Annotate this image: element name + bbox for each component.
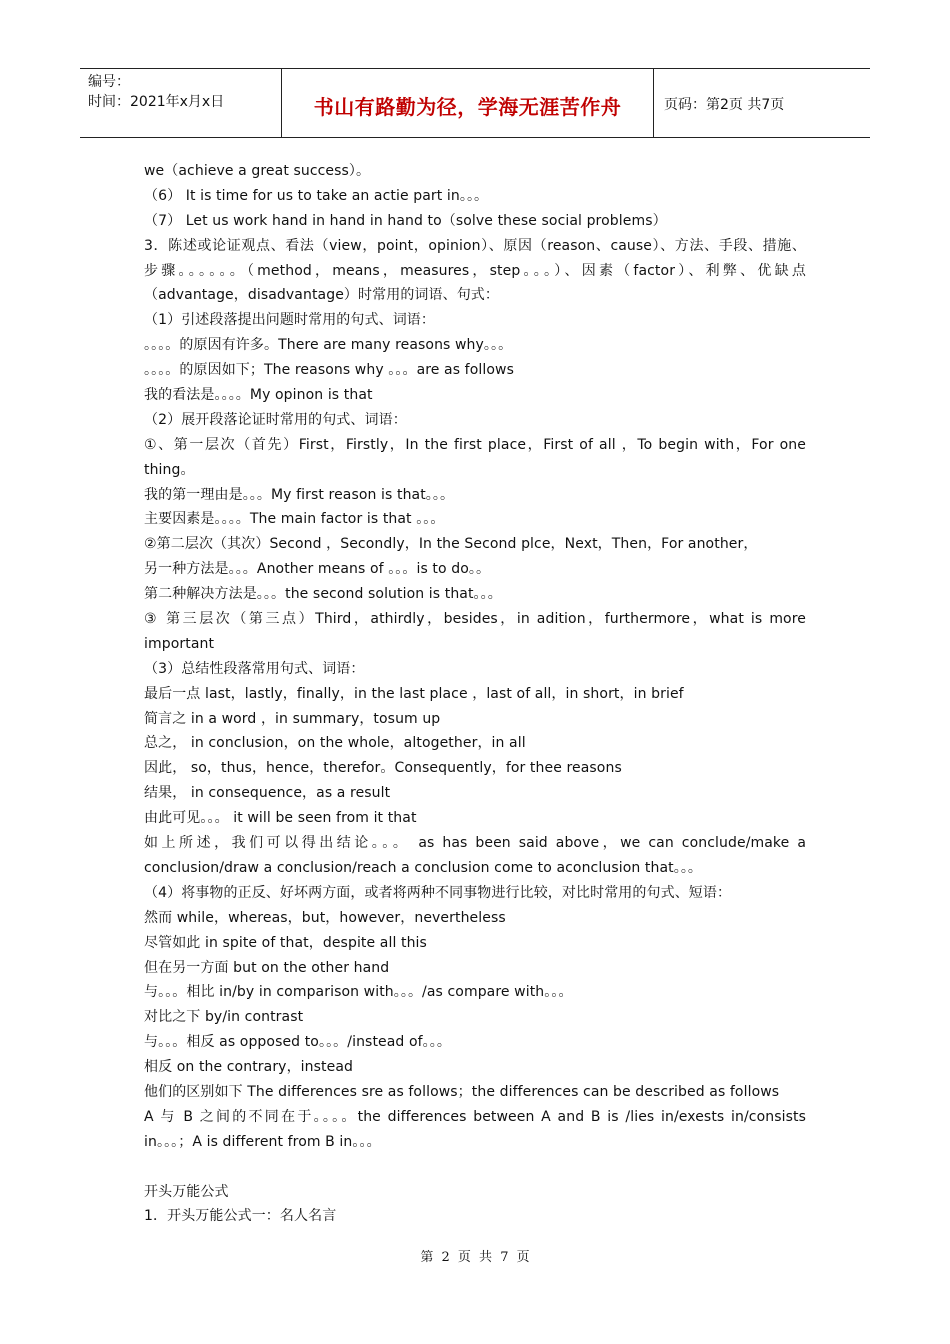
body-line: 然而 while，whereas，but，however，nevertheless — [144, 909, 506, 926]
body-line: 1．开头万能公式一：名人名言 — [144, 1208, 337, 1225]
body-line: ②第二层次（其次）Second ，Secondly，In the Second plce，Next，Then，For another， — [144, 536, 758, 553]
blank-line — [144, 1155, 806, 1180]
body-line: （advantage，disadvantage）时常用的词语、句式： — [144, 287, 500, 304]
header-motto: 书山有路勤为径，学海无涯苦作舟 — [313, 95, 622, 119]
body-line: 最后一点 last，lastly，finally，in the last place ，last of all，in short，in brief — [144, 685, 684, 702]
header-page-info: 页码：第2页 共7页 — [664, 97, 785, 113]
page-header — [80, 68, 870, 138]
section-heading: （1）引述段落提出问题时常用的句式、词语： — [144, 312, 436, 329]
section-heading: （2）展开段落论证时常用的句式、词语： — [144, 411, 407, 428]
document-time-label: 时间：2021年x月x日 — [88, 94, 225, 110]
body-line: we（achieve a great success）。 — [144, 163, 371, 179]
body-line: （7） Let us work hand in hand in hand to（solve these social problems） — [144, 212, 667, 229]
body-line: 相反 on the contrary，instead — [144, 1059, 353, 1076]
body-line: 结果， in consequence，as a result — [144, 785, 391, 802]
section-heading: 开头万能公式 — [144, 1183, 229, 1200]
body-line: 如上所述，我们可以得出结论。。。 as has been said above，we can conclude/make a — [144, 835, 806, 852]
body-line: 总之， in conclusion，on the whole，altogether，in all — [144, 735, 526, 752]
header-divider-right — [653, 69, 654, 137]
body-line: 另一种方法是。。。Another means of 。。。is to do。。 — [144, 561, 491, 578]
body-line: 。。。。的原因如下；The reasons why 。。。are as follows — [144, 362, 514, 379]
body-line: ③ 第三层次（第三点）Third，athirdly，besides，in adition，furthermore，what is more — [144, 611, 806, 628]
body-line: 我的第一理由是。。。My first reason is that。。。 — [144, 486, 455, 503]
body-line: 由此可见。。。 it will be seen from it that — [144, 810, 417, 827]
body-line: important — [144, 635, 215, 652]
body-line: ①、第一层次（首先）First，Firstly，In the first place，First of all ，To begin with，For one — [144, 436, 806, 453]
body-line: conclusion/draw a conclusion/reach a conclusion come to aconclusion that。。。 — [144, 859, 703, 876]
body-line: （6） It is time for us to take an actie part in。。。 — [144, 187, 489, 204]
section-heading: （3）总结性段落常用句式、词语： — [144, 660, 365, 677]
body-line: 第二种解决方法是。。。the second solution is that。。。 — [144, 586, 502, 603]
body-line: 尽管如此 in spite of that，despite all this — [144, 934, 427, 951]
document-number-label: 编号： — [88, 74, 130, 90]
body-line: in。。。；A is different from B in。。。 — [144, 1133, 381, 1150]
body-line: 主要因素是。。。。The main factor is that 。。。 — [144, 511, 445, 528]
body-line: 我的看法是。。。。My opinon is that — [144, 387, 373, 404]
body-line: thing。 — [144, 461, 195, 478]
body-line: 。。。。的原因有许多。There are many reasons why。。。 — [144, 337, 513, 354]
body-line: 对比之下 by/in contrast — [144, 1009, 304, 1026]
body-line: 简言之 in a word ，in summary，tosum up — [144, 710, 441, 727]
body-line: 与。。。相反 as opposed to。。。/instead of。。。 — [144, 1034, 451, 1051]
document-body — [144, 159, 806, 1229]
body-line: 与。。。相比 in/by in comparison with。。。/as compare with。。。 — [144, 984, 573, 1001]
body-line: 3．陈述或论证观点、看法（view，point，opinion）、原因（reason、cause）、方法、手段、措施、 — [144, 237, 806, 254]
body-line: 因此， so，thus，hence，therefor。Consequently，for thee reasons — [144, 760, 622, 777]
body-line: 他们的区别如下 The differences sre as follows；the differences can be described as follows — [144, 1083, 780, 1100]
section-heading: （4）将事物的正反、好坏两方面，或者将两种不同事物进行比较，对比时常用的句式、短语： — [144, 884, 732, 901]
body-line: 步骤。。。。。。（method，means，measures，step。。。）、因素（factor）、利弊、优缺点 — [144, 262, 806, 279]
page-footer: 第 2 页 共 7 页 — [420, 1250, 530, 1265]
body-line: 但在另一方面 but on the other hand — [144, 959, 390, 976]
header-meta — [88, 72, 224, 112]
body-line: A 与 B 之间的不同在于。。。。the differences between A and B is /lies in/exests in/consists — [144, 1108, 806, 1125]
